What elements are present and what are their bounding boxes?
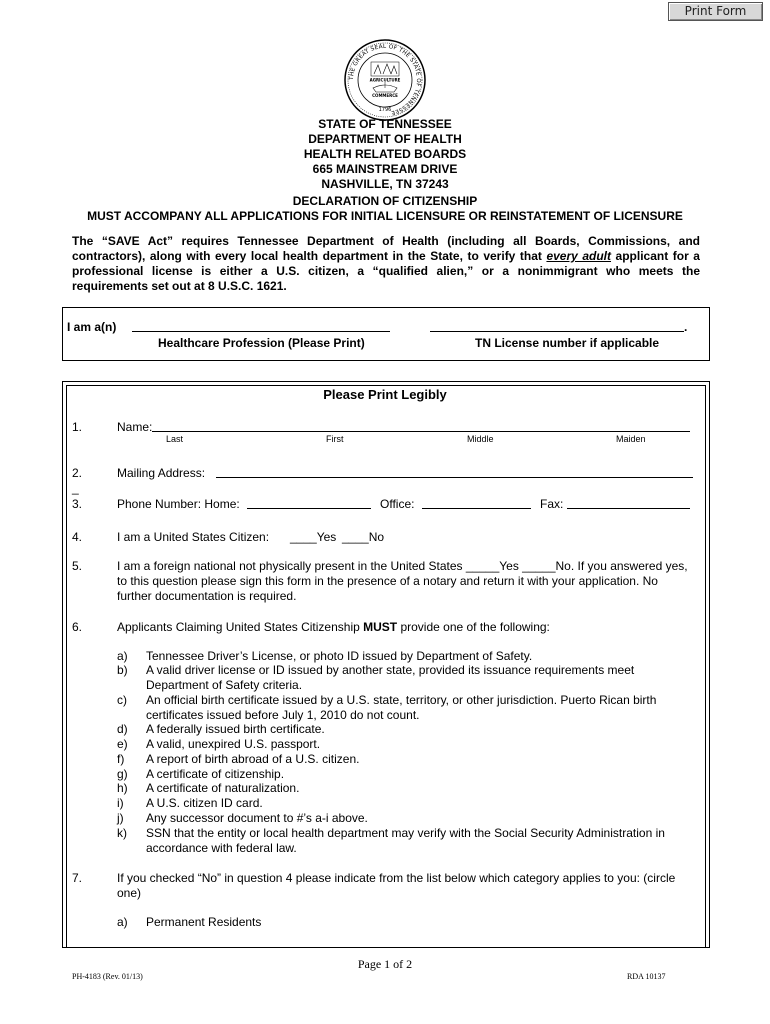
citizen-no-option[interactable]: ____No bbox=[342, 530, 385, 544]
phone-home-input[interactable] bbox=[247, 508, 371, 509]
list-letter: i) bbox=[117, 796, 124, 810]
seal-ring-text: THE GREAT SEAL OF THE STATE OF TENNESSEE bbox=[348, 43, 422, 116]
list-item: A certificate of naturalization. bbox=[146, 781, 300, 795]
mailing-address-input[interactable] bbox=[216, 477, 693, 478]
name-input[interactable] bbox=[152, 431, 690, 432]
header-boards: HEALTH RELATED BOARDS bbox=[303, 147, 467, 161]
list-item: A certificate of citizenship. bbox=[146, 767, 285, 781]
list-item: SSN that the entity or local health department may verify with the Social Security Administration in accordance with federal law. bbox=[146, 826, 665, 855]
q5-line2: to this question please sign this form in the presence of a notary and return it with your application. No bbox=[117, 574, 658, 588]
q1-number: 1. bbox=[72, 420, 83, 434]
q6-label-post: provide one of the following: bbox=[397, 620, 550, 634]
list-item: Any successor document to #’s a-i above. bbox=[146, 811, 368, 825]
header-state: STATE OF TENNESSEE bbox=[318, 117, 452, 131]
q4-label: I am a United States Citizen: bbox=[117, 530, 270, 544]
list-letter: a) bbox=[117, 915, 128, 929]
profession-caption: Healthcare Profession (Please Print) bbox=[158, 336, 365, 350]
citizen-yes-option[interactable]: ____Yes bbox=[290, 530, 337, 544]
profession-box bbox=[62, 307, 710, 361]
seal-year-text: 1796 bbox=[378, 107, 392, 113]
list-letter: k) bbox=[117, 826, 127, 840]
list-letter: g) bbox=[117, 767, 128, 781]
name-first-caption: First bbox=[326, 434, 344, 444]
header-city: NASHVILLE, TN 37243 bbox=[321, 177, 449, 191]
q6-label-must: MUST bbox=[363, 620, 398, 634]
list-letter: e) bbox=[117, 737, 128, 751]
q5-number: 5. bbox=[72, 559, 83, 573]
q7-line1: If you checked “No” in question 4 please indicate from the list below which category applies to you: (circle bbox=[117, 871, 676, 885]
license-caption: TN License number if applicable bbox=[475, 336, 660, 350]
list-item: Tennessee Driver’s License, or photo ID issued by Department of Safety. bbox=[146, 649, 533, 663]
seal-agriculture-text: AGRICULTURE bbox=[369, 77, 401, 83]
rda-number: RDA 10137 bbox=[627, 972, 666, 981]
license-number-input[interactable] bbox=[430, 331, 684, 332]
list-item: An official birth certificate issued by a U.S. state, territory, or other jurisdiction. Puerto Rican birth certificates issued before July 1, 2010 do not count. bbox=[146, 693, 657, 722]
form-title: DECLARATION OF CITIZENSHIP bbox=[292, 194, 478, 208]
intro-part1: The “SAVE Act” requires Tennessee Department of Health (including all Boards, Commissions, and contractors), along with every local health department in the State, to verify that bbox=[72, 234, 700, 263]
header-department: DEPARTMENT OF HEALTH bbox=[308, 132, 462, 146]
list-letter: b) bbox=[117, 663, 128, 677]
intro-emphasis: every adult bbox=[546, 249, 612, 263]
phone-office-label: Office: bbox=[380, 497, 415, 511]
intro-part2: applicant for a professional license is either a U.S. citizen, a “qualified alien,” or a nonimmigrant who meets the requirements set out at 8 U.S.C. 1621. bbox=[72, 249, 700, 293]
list-item: A valid, unexpired U.S. passport. bbox=[146, 737, 321, 751]
list-letter: f) bbox=[117, 752, 125, 766]
list-item: A U.S. citizen ID card. bbox=[146, 796, 263, 810]
print-form-button[interactable]: Print Form bbox=[668, 2, 763, 21]
header-street: 665 MAINSTREAM DRIVE bbox=[312, 162, 458, 176]
list-item: A federally issued birth certificate. bbox=[146, 722, 325, 736]
q2-number: 2. bbox=[72, 466, 83, 480]
state-seal-logo bbox=[343, 38, 427, 122]
fax-input[interactable] bbox=[567, 508, 690, 509]
seal-commerce-text: COMMERCE bbox=[372, 93, 398, 98]
list-letter: c) bbox=[117, 693, 127, 707]
fax-label: Fax: bbox=[540, 497, 564, 511]
name-middle-caption: Middle bbox=[467, 434, 494, 444]
list-item: A report of birth abroad of a U.S. citizen. bbox=[146, 752, 360, 766]
phone-office-input[interactable] bbox=[422, 508, 531, 509]
q7-line2: one) bbox=[117, 886, 142, 900]
phone-home-label: Phone Number: Home: bbox=[117, 497, 240, 511]
q3-number: 3. bbox=[72, 497, 83, 511]
list-item: Permanent Residents bbox=[146, 915, 262, 929]
q7-number: 7. bbox=[72, 871, 83, 885]
list-letter: a) bbox=[117, 649, 128, 663]
q1-label: Name: bbox=[117, 420, 153, 434]
name-maiden-caption: Maiden bbox=[616, 434, 646, 444]
page-number: Page 1 of 2 bbox=[357, 957, 413, 971]
print-legibly-heading: Please Print Legibly bbox=[323, 387, 447, 402]
form-subtitle: MUST ACCOMPANY ALL APPLICATIONS FOR INITIAL LICENSURE OR REINSTATEMENT OF LICENSURE bbox=[87, 209, 683, 223]
list-item: A valid driver license or ID issued by another state, provided its issuance requirements meet Department of Safety criteria. bbox=[146, 663, 635, 692]
q5-line3: further documentation is required. bbox=[117, 589, 297, 603]
profession-period: . bbox=[684, 320, 688, 334]
profession-input[interactable] bbox=[132, 331, 390, 332]
q5-line1: I am a foreign national not physically present in the United States _____Yes _____No. If you answered yes, bbox=[117, 559, 688, 573]
q2-extra: _ bbox=[72, 481, 79, 495]
list-letter: h) bbox=[117, 781, 128, 795]
q6-label-pre: Applicants Claiming United States Citizenship bbox=[117, 620, 364, 634]
q6-number: 6. bbox=[72, 620, 83, 634]
q6-label bbox=[117, 620, 550, 635]
q2-label: Mailing Address: bbox=[117, 466, 206, 480]
list-letter: d) bbox=[117, 722, 128, 736]
profession-label: I am a(n) bbox=[67, 320, 117, 334]
save-act-intro bbox=[72, 234, 700, 294]
name-last-caption: Last bbox=[166, 434, 184, 444]
q4-number: 4. bbox=[72, 530, 83, 544]
form-id: PH-4183 (Rev. 01/13) bbox=[72, 972, 143, 981]
list-letter: j) bbox=[117, 811, 124, 825]
